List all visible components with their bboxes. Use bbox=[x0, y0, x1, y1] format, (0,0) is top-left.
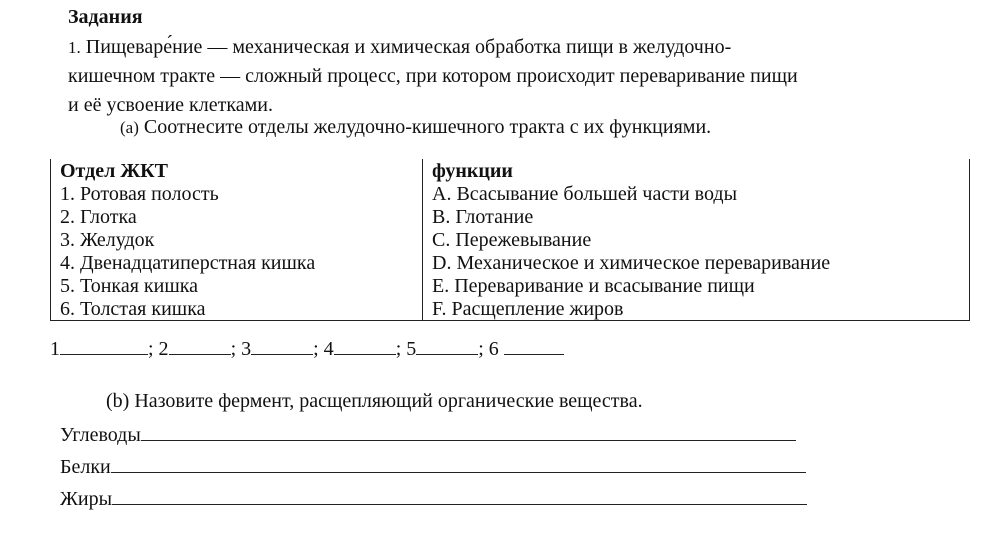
answer-number-3: ; 3 bbox=[230, 338, 252, 360]
department-4: 4. Двенадцатиперстная кишка bbox=[60, 252, 316, 274]
carbohydrates-label: Углеводы bbox=[60, 424, 141, 446]
department-1: 1. Ротовая полость bbox=[60, 183, 219, 205]
function-e: E. Переваривание и всасывание пищи bbox=[432, 275, 755, 297]
header-department: Отдел ЖКТ bbox=[60, 160, 168, 182]
answer-blank-6[interactable] bbox=[504, 336, 564, 355]
answer-blank-1[interactable] bbox=[60, 336, 148, 355]
function-b: B. Глотание bbox=[432, 206, 534, 228]
department-6: 6. Толстая кишка bbox=[60, 298, 206, 320]
function-f: F. Расщепление жиров bbox=[432, 298, 624, 320]
answer-number-1: 1 bbox=[50, 338, 60, 360]
table-column-divider bbox=[422, 159, 423, 320]
part-a-question bbox=[120, 116, 711, 139]
function-a: A. Всасывание большей части воды bbox=[432, 183, 738, 205]
matching-table bbox=[50, 159, 970, 321]
answer-number-4: ; 4 bbox=[313, 338, 334, 360]
function-c: C. Пережевывание bbox=[432, 229, 592, 251]
answer-blank-2[interactable] bbox=[169, 336, 231, 355]
proteins-answer-line[interactable] bbox=[111, 456, 806, 473]
answer-line bbox=[50, 336, 564, 361]
function-d: D. Механическое и химическое переваривание bbox=[432, 252, 831, 274]
answer-number-5: ; 5 bbox=[395, 338, 417, 360]
fats-answer-line[interactable] bbox=[112, 488, 807, 505]
answer-number-6: ; 6 bbox=[478, 338, 499, 360]
table-left-border bbox=[50, 159, 51, 320]
task-1-line-2: кишечном тракте — сложный процесс, при котором происходит переваривание пищи bbox=[68, 65, 798, 87]
answer-number-2: ; 2 bbox=[148, 338, 169, 360]
header-functions: функции bbox=[432, 160, 513, 182]
answer-blank-4[interactable] bbox=[334, 336, 396, 355]
carbohydrates-answer-line[interactable] bbox=[141, 424, 796, 441]
section-heading: Задания bbox=[68, 6, 143, 28]
task-1-line-1: 1. Пищеваре́ние — механическая и химическая обработка пищи в желудочно- bbox=[68, 36, 732, 58]
carbohydrates-row bbox=[60, 424, 796, 447]
table-right-border bbox=[969, 159, 970, 320]
fats-row bbox=[60, 488, 807, 511]
part-a-text: Соотнесите отделы желудочно-кишечного тракта с их функциями. bbox=[143, 116, 712, 138]
task-number: 1. bbox=[68, 38, 81, 57]
department-3: 3. Желудок bbox=[60, 229, 155, 251]
task-1-line-3: и её усвоение клетками. bbox=[68, 94, 274, 116]
answer-blank-3[interactable] bbox=[251, 336, 313, 355]
fats-label: Жиры bbox=[60, 488, 113, 510]
department-5: 5. Тонкая кишка bbox=[60, 275, 199, 297]
proteins-label: Белки bbox=[60, 456, 111, 478]
proteins-row bbox=[60, 456, 806, 479]
answer-blank-5[interactable] bbox=[416, 336, 478, 355]
part-b-question: (b) Назовите фермент, расщепляющий органические вещества. bbox=[106, 390, 643, 412]
department-2: 2. Глотка bbox=[60, 206, 137, 228]
task-1-text bbox=[68, 33, 798, 120]
part-a-label: (a) bbox=[120, 118, 139, 137]
